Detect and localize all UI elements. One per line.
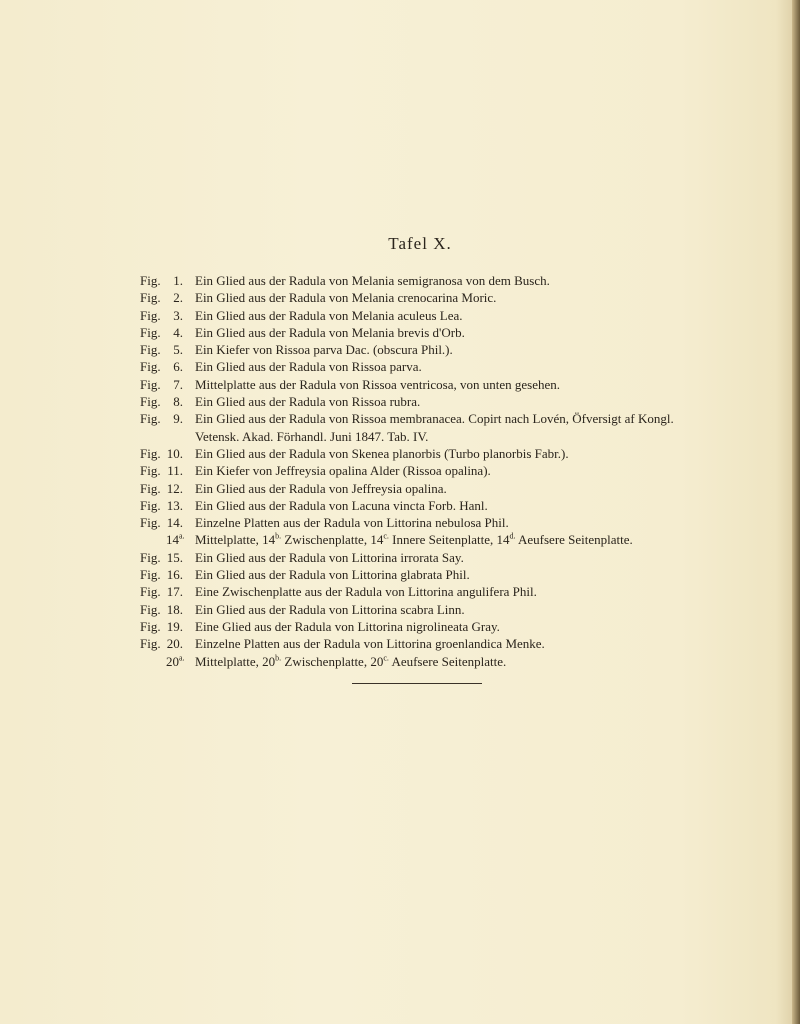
fig-label: Fig.	[140, 445, 161, 461]
list-item	[140, 601, 790, 618]
fig-number: 3.	[173, 307, 183, 323]
figure-list	[140, 272, 790, 670]
list-item	[140, 410, 790, 427]
fig-caption: Ein Glied aus der Radula von Melania brevis d'Orb.	[195, 324, 465, 340]
list-item	[140, 428, 790, 445]
list-item	[140, 583, 790, 600]
fig-caption: Mittelplatte, $20^{b.}$ Zwischenplatte, $20^{c.}$ Aeufsere Seitenplatte.	[195, 653, 507, 669]
list-item	[140, 462, 790, 479]
fig-label: Fig.	[140, 549, 161, 565]
list-item-subparts	[140, 653, 790, 670]
fig-number: 10.	[166, 445, 183, 461]
separator-rule	[352, 683, 482, 684]
fig-label: Fig.	[140, 515, 161, 531]
list-item	[140, 635, 790, 652]
fig-label: Fig.	[140, 618, 161, 634]
fig-caption: Eine Glied aus der Radula von Littorina nigrolineata Gray.	[195, 618, 500, 634]
fig-number: 8.	[173, 394, 183, 410]
fig-label: Fig.	[140, 376, 161, 392]
list-item	[140, 324, 790, 341]
fig-caption: Ein Glied aus der Radula von Littorina glabrata Phil.	[195, 567, 470, 583]
fig-label: Fig.	[140, 394, 161, 410]
fig-caption: Ein Glied aus der Radula von Littorina scabra Linn.	[195, 601, 465, 617]
list-item	[140, 307, 790, 324]
fig-label: Fig.	[140, 480, 161, 496]
fig-number: 18.	[166, 601, 183, 617]
fig-caption: Ein Glied aus der Radula von Melania aculeus Lea.	[195, 307, 463, 323]
fig-label: Fig.	[140, 463, 161, 479]
list-item	[140, 341, 790, 358]
fig-number: 15.	[166, 549, 183, 565]
list-item	[140, 618, 790, 635]
fig-number: $14^{a.}$	[166, 532, 185, 548]
fig-number: 16.	[166, 567, 183, 583]
list-item	[140, 497, 790, 514]
fig-caption: Ein Glied aus der Radula von Melania crenocarina Moric.	[195, 290, 497, 306]
fig-label: Fig.	[140, 324, 161, 340]
fig-caption: Ein Glied aus der Radula von Jeffreysia opalina.	[195, 480, 447, 496]
list-item	[140, 445, 790, 462]
fig-number: 7.	[173, 376, 183, 392]
fig-number: 5.	[173, 342, 183, 358]
fig-number: 20.	[166, 636, 183, 652]
fig-label: Fig.	[140, 567, 161, 583]
fig-caption: Ein Glied aus der Radula von Rissoa membranacea. Copirt nach Lovén, Öfversigt af Kongl.	[195, 411, 674, 427]
fig-number: 17.	[166, 584, 183, 600]
fig-caption: Ein Kiefer von Rissoa parva Dac. (obscura Phil.).	[195, 342, 453, 358]
list-item	[140, 514, 790, 531]
fig-caption: Ein Glied aus der Radula von Melania semigranosa von dem Busch.	[195, 273, 550, 288]
fig-label: Fig.	[140, 584, 161, 600]
fig-number: 4.	[173, 324, 183, 340]
fig-number: 14.	[166, 515, 183, 531]
list-item-subparts	[140, 531, 790, 548]
list-item	[140, 358, 790, 375]
fig-caption: Ein Glied aus der Radula von Skenea planorbis (Turbo planorbis Fabr.).	[195, 445, 569, 461]
fig-caption: Ein Kiefer von Jeffreysia opalina Alder (Rissoa opalina).	[195, 463, 491, 479]
fig-number: 1.	[173, 273, 183, 288]
fig-number: 6.	[173, 359, 183, 375]
fig-label: Fig.	[140, 273, 161, 288]
fig-number: 2.	[173, 290, 183, 306]
list-item	[140, 376, 790, 393]
fig-caption: Einzelne Platten aus der Radula von Littorina groenlandica Menke.	[195, 636, 545, 652]
plate-title: Tafel X.	[388, 234, 452, 253]
fig-caption: Einzelne Platten aus der Radula von Littorina nebulosa Phil.	[195, 515, 509, 531]
list-item	[140, 549, 790, 566]
list-item	[140, 566, 790, 583]
fig-caption: Ein Glied aus der Radula von Lacuna vincta Forb. Hanl.	[195, 497, 488, 513]
fig-label: Fig.	[140, 411, 161, 427]
fig-label: Fig.	[140, 601, 161, 617]
fig-number: 11.	[167, 463, 183, 479]
fig-number: $20^{a.}$	[166, 653, 185, 669]
fig-label: Fig.	[140, 636, 161, 652]
list-item	[140, 272, 790, 289]
list-item	[140, 480, 790, 497]
fig-caption: Mittelplatte, $14^{b.}$ Zwischenplatte, $14^{c.}$ Innere Seitenplatte, $14^{d.}$ Aeufsere Seitenplatte.	[195, 532, 633, 548]
list-item	[140, 393, 790, 410]
fig-caption: Ein Glied aus der Radula von Rissoa parva.	[195, 359, 422, 375]
fig-caption: Eine Zwischenplatte aus der Radula von Littorina angulifera Phil.	[195, 584, 537, 600]
fig-label	[140, 428, 166, 445]
fig-caption: Ein Glied aus der Radula von Rissoa rubra.	[195, 394, 421, 410]
fig-number: 13.	[166, 497, 183, 513]
fig-label: Fig.	[140, 342, 161, 358]
fig-label: Fig.	[140, 497, 161, 513]
fig-caption-continuation: Vetensk. Akad. Förhandl. Juni 1847. Tab. IV.	[195, 428, 429, 444]
fig-caption: Ein Glied aus der Radula von Littorina irrorata Say.	[195, 549, 464, 565]
fig-number	[166, 428, 183, 445]
fig-caption: Mittelplatte aus der Radula von Rissoa ventricosa, von unten gesehen.	[195, 376, 560, 392]
fig-label: Fig.	[140, 359, 161, 375]
fig-label: Fig.	[140, 307, 161, 323]
fig-number: 9.	[173, 411, 183, 427]
fig-label: Fig.	[140, 290, 161, 306]
page-edge	[792, 0, 800, 1024]
fig-number: 19.	[166, 618, 183, 634]
fig-number: 12.	[166, 480, 183, 496]
list-item	[140, 289, 790, 306]
